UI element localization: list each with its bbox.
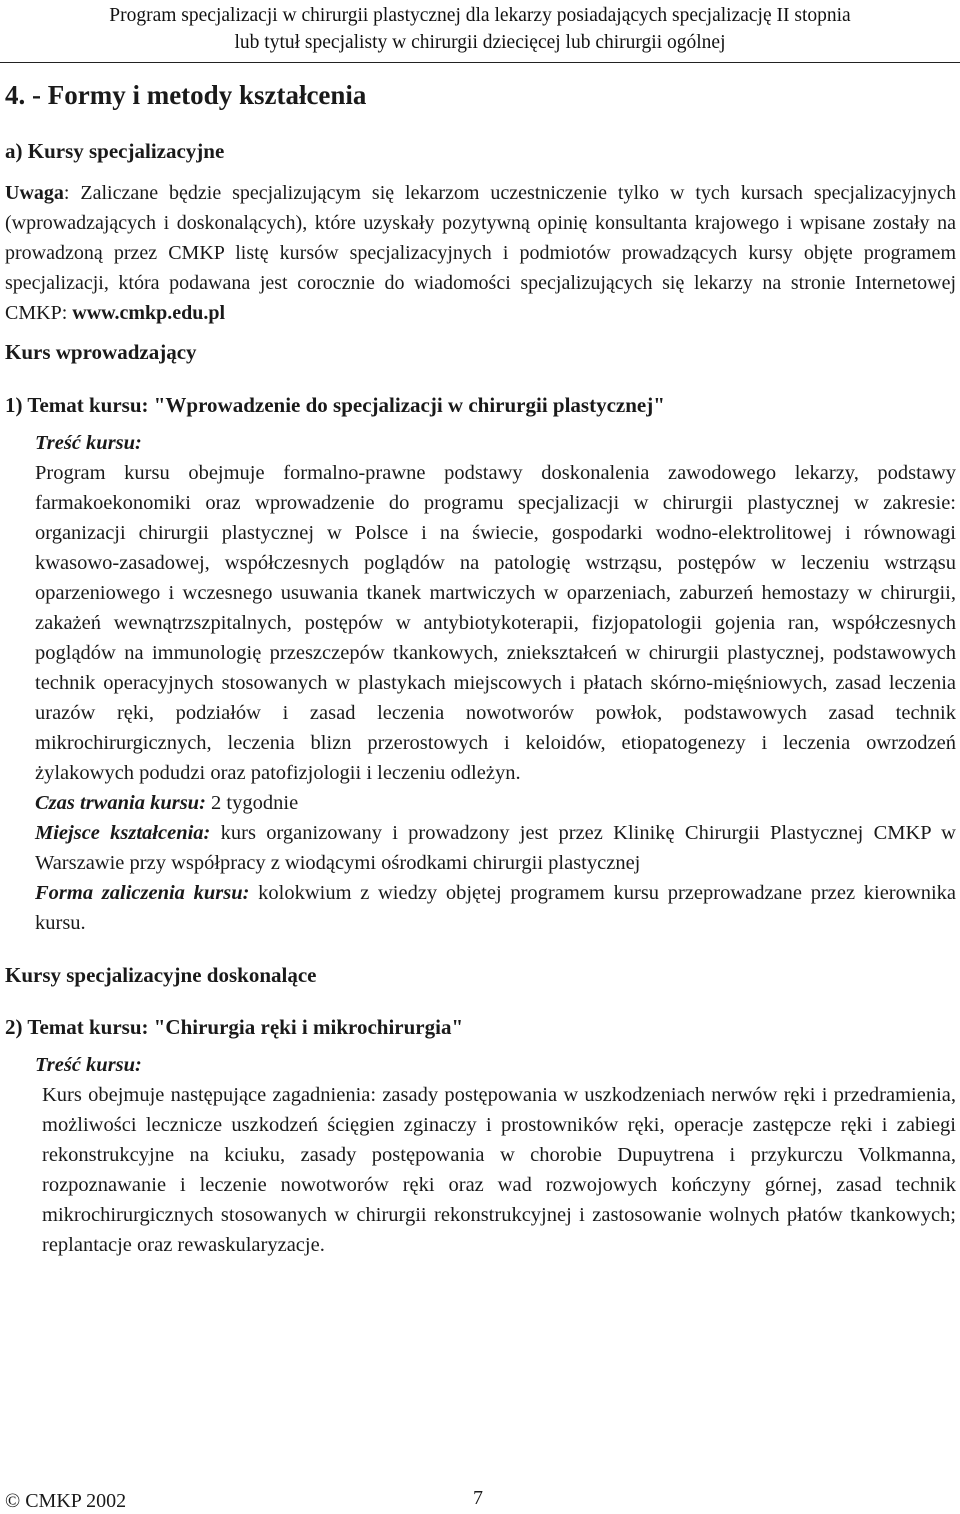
advanced-content-label: Treść kursu: — [35, 1054, 142, 1076]
advanced-course-body — [42, 1080, 956, 1260]
intro-form-label: Forma zaliczenia kursu: — [35, 882, 250, 904]
intro-duration-label: Czas trwania kursu: — [35, 792, 206, 814]
intro-duration-line — [35, 788, 956, 818]
subsection-title: a) Kursy specjalizacyjne — [5, 139, 225, 163]
header-divider — [0, 62, 960, 63]
running-header — [0, 2, 960, 56]
header-line-1: Program specjalizacji w chirurgii plastycznej dla lekarzy posiadających specjalizację II stopnia — [109, 5, 851, 26]
intro-place-label: Miejsce kształcenia: — [35, 822, 211, 844]
intro-content-label-line — [35, 428, 956, 458]
advanced-course-topic: 2) Temat kursu: "Chirurgia ręki i mikrochirurgia" — [5, 1015, 464, 1039]
section-title: 4. - Formy i metody kształcenia — [5, 80, 367, 110]
intro-content-label: Treść kursu: — [35, 432, 142, 454]
intro-place-line — [35, 818, 956, 878]
footer-copyright: © CMKP 2002 — [5, 1490, 127, 1512]
intro-form-value: kolokwium z wiedzy objętej programem kursu przeprowadzane przez kierownika kursu. — [35, 882, 956, 934]
cmkp-link[interactable]: www.cmkp.edu.pl — [72, 302, 226, 324]
advanced-content-text: Kurs obejmuje następujące zagadnienia: zasady postępowania w uszkodzeniach nerwów ręki i przedramienia, możliwości lecznicze uszkodzeń ścięgien zginaczy i prostowników ręki, operacje zastępcze ręki i zabiegi rekonstrukcyjne na kciuku, zasady postępowania w chorobie Dupuytrena i przykurczu Volkmanna, rozpoznawanie i leczenie nowotworów ręki oraz wad rozwojowych kończyny górnej, zasad technik mikrochirurgicznych stosowanych w chirurgii rekonstrukcyjnej i zastosowanie wolnych płatów tkankowych; replantacje oraz rewaskularyzacje. — [42, 1084, 956, 1256]
intro-place-value: kurs organizowany i prowadzony jest przez Klinikę Chirurgii Plastycznej CMKP w Warszawie przy współpracy z wiodącymi ośrodkami chirurgii plastycznej — [35, 822, 956, 874]
intro-content-text: Program kursu obejmuje formalno-prawne podstawy doskonalenia zawodowego lekarzy, podstawy farmakoekonomiki oraz wprowadzenie do programu specjalizacji w chirurgii plastycznej w zakresie: organizacji chirurgii plastycznej w Polsce i na świecie, gospodarki wodno-elektrolitowej i równowagi kwasowo-zasadowej, współczesnych poglądów na patologię wstrząsu, postępów w leczeniu wstrząsu oparzeniowego i wczesnego usuwania tkanek martwiczych w oparzeniach, zaburzeń hemostazy w chirurgii, zakażeń wewnątrzszpitalnych, postępów w antybiotykoterapii, fizjopatologii gojenia ran, współczesnych poglądów na immunologię przeszczepów tkankowych, zniekształceń w chirurgii plastycznej, podstawowych technik operacyjnych stosowanych w plastykach miejscowych i płatach skórno-mięśniowych, zasad leczenia urazów ręki, podziałów i zasad leczenia nowotworów powłok, podstawowych zasad technik mikrochirurgicznych, leczenia blizn przerostowych i keloidów, etiopatogenezy i leczenia owrzodzeń żylakowych podudzi oraz patofizjologii i leczeniu odleżyn. — [35, 462, 956, 784]
advanced-course-details — [35, 1050, 956, 1080]
notice-paragraph — [5, 178, 956, 328]
notice-label: Uwaga — [5, 182, 64, 204]
notice-text: : Zaliczane będzie specjalizującym się lekarzom uczestniczenie tylko w tych kursach specjalizacyjnych (wprowadzających i doskonalących), które uzyskały pozytywną opinię konsultanta krajowego i wpisane zostały na prowadzoną przez CMKP listę kursów specjalizacyjnych i podmiotów prowadzących kursy objęte programem specjalizacji, która podawana jest corocznie do wiadomości specjalizujących się lekarzy na stronie Internetowej CMKP: — [5, 182, 956, 324]
intro-form-line — [35, 878, 956, 938]
header-line-2: lub tytuł specjalisty w chirurgii dziecięcej lub chirurgii ogólnej — [234, 32, 726, 53]
intro-course-topic: 1) Temat kursu: "Wprowadzenie do specjalizacji w chirurgii plastycznej" — [5, 393, 665, 417]
advanced-courses-heading: Kursy specjalizacyjne doskonalące — [5, 963, 317, 987]
intro-course-details — [35, 428, 956, 938]
advanced-content-label-line — [35, 1050, 956, 1080]
main-content — [5, 73, 956, 1260]
intro-duration-value: 2 tygodnie — [205, 792, 299, 814]
page-number: 7 — [473, 1487, 483, 1509]
intro-course-heading: Kurs wprowadzający — [5, 340, 197, 364]
